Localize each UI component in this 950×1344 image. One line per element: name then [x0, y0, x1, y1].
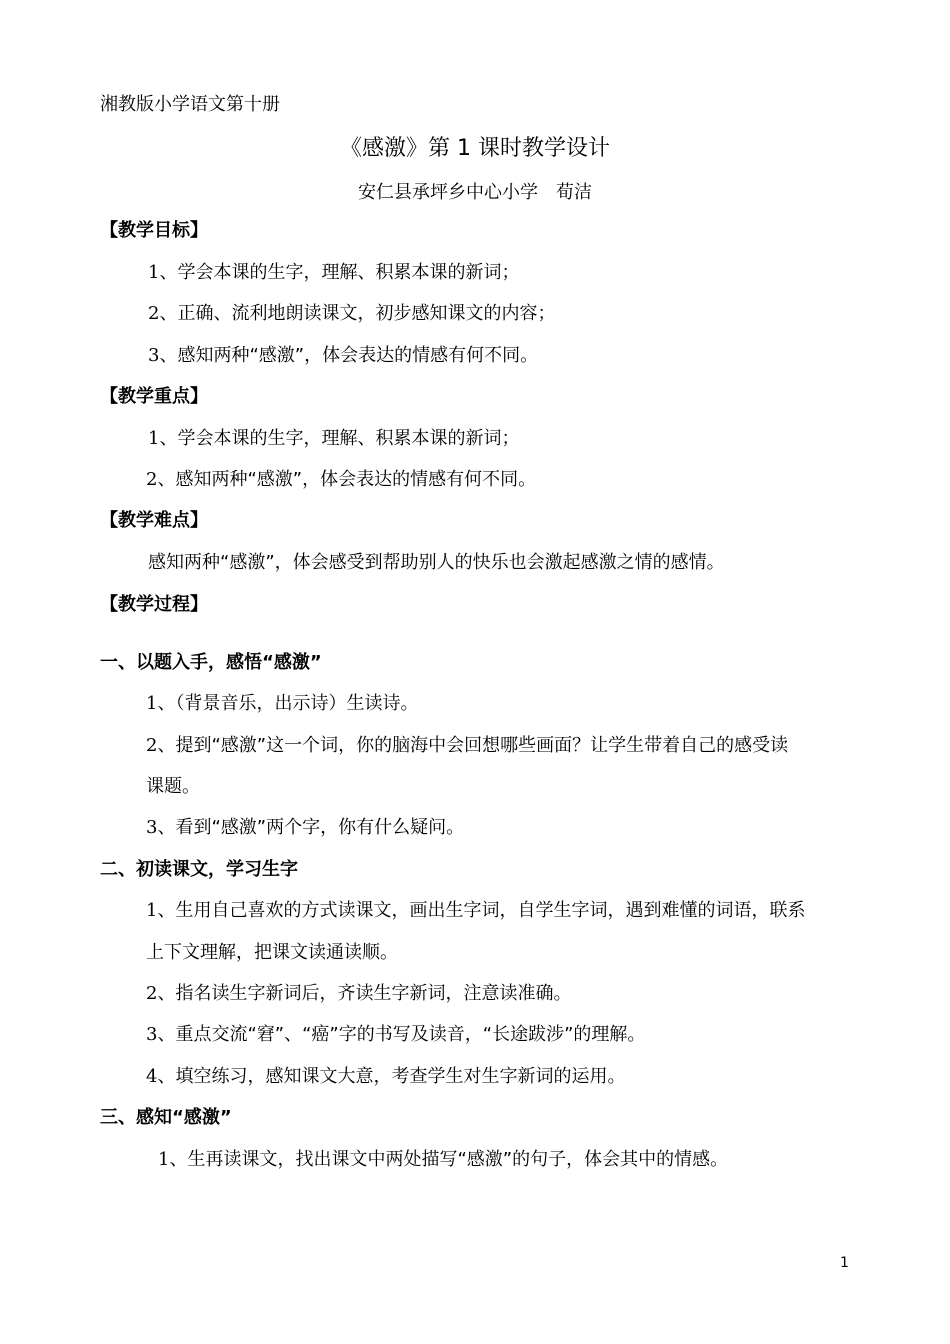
item-text: 、学会本课的生字，理解、积累本课的新词； [159, 262, 520, 283]
item-number: 2 [146, 735, 158, 756]
item-number: 1 [148, 428, 160, 449]
item-number: 2 [146, 469, 158, 490]
process-item [146, 1022, 645, 1048]
item-text: 、学会本课的生字，理解、积累本课的新词； [159, 428, 520, 449]
process-item [146, 898, 805, 924]
item-text: 、生再读课文，找出课文中两处描写“感激”的句子，体会其中的情感。 [169, 1149, 729, 1170]
item-number: 3 [146, 1024, 158, 1045]
difficulty-text: 感知两种“感激”，体会感受到帮助别人的快乐也会激起感激之情的感情。 [148, 552, 725, 573]
item-text: 、正确、流利地朗读课文，初步感知课文的内容； [159, 303, 556, 324]
item-number: 3 [148, 345, 160, 366]
item-number: 1 [148, 262, 160, 283]
item-text: 、指名读生字新词后，齐读生字新词，注意读准确。 [157, 983, 572, 1004]
goal-item [148, 301, 555, 327]
series-header: 湘教版小学语文第十册 [100, 94, 280, 115]
item-text: 、（背景音乐，出示诗）生读诗。 [157, 693, 419, 714]
item-text: 、生用自己喜欢的方式读课文，画出生字词，自学生字词，遇到难懂的词语，联系 [157, 900, 806, 921]
process-item [146, 691, 418, 717]
process-item [146, 981, 571, 1007]
goal-item [148, 260, 519, 286]
difficulty-heading: 【教学难点】 [100, 510, 208, 531]
process-item [146, 1064, 625, 1090]
item-text: 、提到“感激”这一个词，你的脑海中会回想哪些画面？让学生带着自己的感受读 [157, 735, 789, 756]
item-text: 、填空练习，感知课文大意，考查学生对生字新词的运用。 [157, 1066, 626, 1087]
item-number: 2 [146, 983, 158, 1004]
focus-heading: 【教学重点】 [100, 386, 208, 407]
item-number: 1 [146, 693, 158, 714]
item-number: 4 [146, 1066, 158, 1087]
item-text: 、感知两种“感激”，体会表达的情感有何不同。 [157, 469, 537, 490]
author-line: 安仁县承坪乡中心小学 荀洁 [358, 182, 592, 203]
goal-item [148, 343, 538, 369]
process-item [146, 815, 464, 841]
part-heading: 一、以题入手，感悟“感激” [100, 652, 322, 673]
focus-item [148, 426, 519, 452]
process-item [158, 1147, 728, 1173]
process-item [146, 733, 788, 759]
item-text: 、重点交流“窘”、“癌”字的书写及读音，“长途跋涉”的理解。 [157, 1024, 646, 1045]
item-number: 1 [146, 900, 158, 921]
process-item-continuation: 上下文理解，把课文读通读顺。 [146, 942, 398, 963]
goals-heading: 【教学目标】 [100, 220, 208, 241]
part-heading: 三、感知“感激” [100, 1107, 232, 1128]
item-text: 、看到“感激”两个字，你有什么疑问。 [157, 817, 465, 838]
item-number: 3 [146, 817, 158, 838]
process-heading: 【教学过程】 [100, 594, 208, 615]
part-heading: 二、初读课文，学习生字 [100, 859, 298, 880]
item-number: 1 [158, 1149, 170, 1170]
document-title: 《感激》第 1 课时教学设计 [340, 136, 610, 161]
item-number: 2 [148, 303, 160, 324]
page-number: 1 [840, 1255, 849, 1271]
process-item-continuation: 课题。 [146, 776, 200, 797]
item-text: 、感知两种“感激”，体会表达的情感有何不同。 [159, 345, 539, 366]
focus-item [146, 467, 536, 493]
